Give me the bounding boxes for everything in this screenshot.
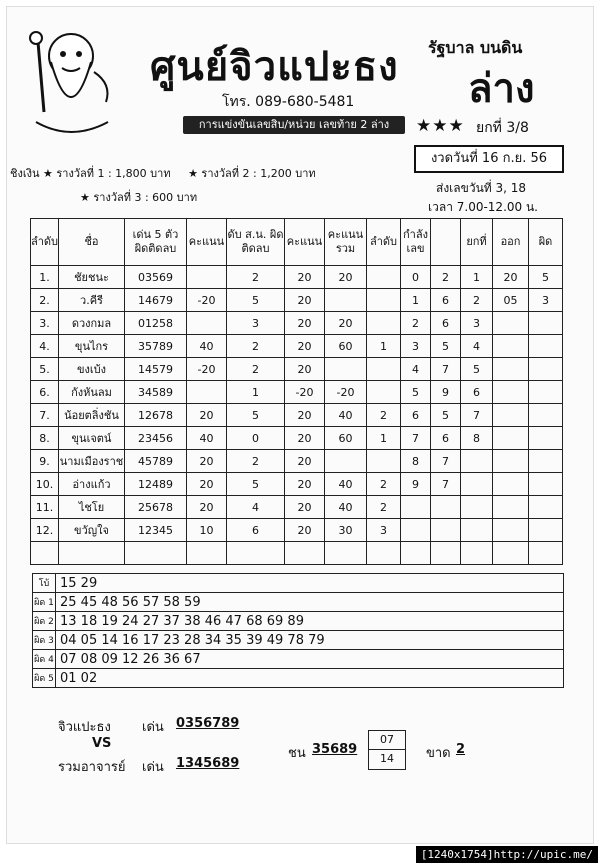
table-cell: 20	[493, 266, 529, 289]
table-row	[31, 381, 563, 404]
table-cell	[493, 473, 529, 496]
table-cell	[401, 496, 431, 519]
table-cell	[367, 542, 401, 565]
table-cell: -20	[325, 381, 367, 404]
table-cell: 12345	[125, 519, 187, 542]
submission-time: เวลา 7.00-12.00 น.	[428, 200, 538, 214]
table-cell: 3	[461, 312, 493, 335]
pairs-row	[33, 593, 564, 612]
lower-label: ล่าง	[468, 66, 535, 112]
table-cell: 3.	[31, 312, 59, 335]
table-cell	[461, 473, 493, 496]
table-cell	[461, 542, 493, 565]
table-cell: 6	[227, 519, 285, 542]
table-cell	[367, 381, 401, 404]
table-cell: 3	[401, 335, 431, 358]
win-value: 35689	[312, 742, 358, 757]
prize-3: ★ รางวัลที่ 3 : 600 บาท	[80, 191, 198, 204]
column-header: ชื่อ	[59, 219, 125, 266]
table-cell: 45789	[125, 450, 187, 473]
table-cell: 20	[285, 266, 325, 289]
table-cell: 3	[529, 289, 563, 312]
pairs-values: 25 45 48 56 57 58 59	[56, 593, 564, 612]
table-cell	[529, 519, 563, 542]
table-cell	[401, 542, 431, 565]
table-cell: 6	[431, 312, 461, 335]
table-cell: 20	[285, 427, 325, 450]
table-cell: 01258	[125, 312, 187, 335]
score-fraction	[368, 730, 406, 770]
pairs-values: 01 02	[56, 669, 564, 688]
table-cell: 20	[285, 473, 325, 496]
table-row	[31, 358, 563, 381]
table-cell: 12678	[125, 404, 187, 427]
table-cell	[367, 450, 401, 473]
table-cell: 7	[431, 473, 461, 496]
summary-name-2: รวมอาจารย์	[58, 760, 126, 775]
draw-period: งวดวันที่ 16 ก.ย. 56	[414, 145, 564, 173]
table-cell	[529, 542, 563, 565]
old-man-mascot-logo	[16, 22, 126, 140]
star-rating: ★★★	[416, 116, 465, 136]
table-cell	[187, 312, 227, 335]
table-cell: 5.	[31, 358, 59, 381]
table-cell: 05	[493, 289, 529, 312]
table-cell: 2	[227, 450, 285, 473]
table-cell	[325, 542, 367, 565]
pairs-label: โบ้	[33, 574, 56, 593]
table-row	[31, 496, 563, 519]
table-cell: 40	[187, 335, 227, 358]
table-cell: 2	[401, 312, 431, 335]
table-cell	[529, 404, 563, 427]
pairs-values: 15 29	[56, 574, 564, 593]
table-cell: 20	[285, 335, 325, 358]
column-header: คะแนน	[187, 219, 227, 266]
table-cell	[529, 381, 563, 404]
table-cell	[367, 266, 401, 289]
table-cell: 25678	[125, 496, 187, 519]
table-cell: 10.	[31, 473, 59, 496]
pairs-row	[33, 574, 564, 593]
table-cell: 2	[227, 358, 285, 381]
table-cell: นามเมืองราช	[59, 450, 125, 473]
prize-1: ★ รางวัลที่ 1 : 1,800 บาท	[43, 167, 171, 180]
column-header: ลำดับ	[367, 219, 401, 266]
table-cell: 23456	[125, 427, 187, 450]
table-cell	[367, 312, 401, 335]
table-row	[31, 519, 563, 542]
table-cell	[431, 496, 461, 519]
table-row	[31, 473, 563, 496]
score-table	[30, 218, 563, 565]
table-cell: 20	[285, 289, 325, 312]
column-header: กำลังเลข	[401, 219, 431, 266]
table-cell: 4	[461, 335, 493, 358]
table-cell: 4.	[31, 335, 59, 358]
fraction-top: 07	[369, 731, 405, 750]
table-cell	[493, 450, 529, 473]
table-cell: 6	[401, 404, 431, 427]
table-cell: 20	[285, 404, 325, 427]
table-cell: -20	[187, 289, 227, 312]
table-header-row	[31, 219, 563, 266]
table-cell: 2	[227, 335, 285, 358]
table-cell: กังหันลม	[59, 381, 125, 404]
table-cell: 8.	[31, 427, 59, 450]
table-cell	[367, 289, 401, 312]
table-cell: 14579	[125, 358, 187, 381]
table-cell: 40	[187, 427, 227, 450]
table-row	[31, 404, 563, 427]
table-row	[31, 450, 563, 473]
table-cell: 6	[461, 381, 493, 404]
table-cell: 20	[325, 266, 367, 289]
pairs-row	[33, 669, 564, 688]
table-cell: 40	[325, 496, 367, 519]
table-cell: 2	[461, 289, 493, 312]
fraction-bottom: 14	[380, 752, 394, 765]
table-cell	[59, 542, 125, 565]
table-cell: 20	[285, 358, 325, 381]
lose-value: 2	[456, 742, 466, 757]
lose-label: ขาด	[426, 746, 451, 761]
table-cell: -20	[285, 381, 325, 404]
table-cell	[187, 266, 227, 289]
table-cell	[493, 427, 529, 450]
table-cell: 4	[401, 358, 431, 381]
table-cell	[529, 496, 563, 519]
table-cell	[493, 335, 529, 358]
table-cell: 40	[325, 473, 367, 496]
summary-name-1: จิวแปะธง	[58, 720, 111, 735]
table-cell	[431, 542, 461, 565]
column-header: ผิด	[529, 219, 563, 266]
table-cell: 20	[187, 496, 227, 519]
table-cell: 2	[367, 404, 401, 427]
pairs-label: ผิด 1	[33, 593, 56, 612]
competition-banner: การแข่งขันเลขสิบ/หน่วย เลขท้าย 2 ล่าง	[183, 116, 405, 134]
column-header: ยกที่	[461, 219, 493, 266]
table-cell: 1	[461, 266, 493, 289]
vs-label: VS	[92, 736, 112, 751]
table-row	[31, 289, 563, 312]
table-cell: 5	[227, 473, 285, 496]
table-cell: 10	[187, 519, 227, 542]
table-cell: 20	[325, 312, 367, 335]
table-cell: 2	[367, 473, 401, 496]
table-row	[31, 335, 563, 358]
win-label: ชน	[288, 746, 306, 761]
table-cell: 6	[431, 289, 461, 312]
table-cell: 6	[431, 427, 461, 450]
pairs-label: ผิด 3	[33, 631, 56, 650]
table-cell: 20	[187, 404, 227, 427]
table-cell: 1.	[31, 266, 59, 289]
table-cell	[529, 427, 563, 450]
table-cell: ว.คีรี	[59, 289, 125, 312]
table-cell: 1	[401, 289, 431, 312]
pairs-row	[33, 631, 564, 650]
table-cell: 2	[227, 266, 285, 289]
table-cell: 7	[461, 404, 493, 427]
column-header	[431, 219, 461, 266]
table-cell: 35789	[125, 335, 187, 358]
table-cell	[401, 519, 431, 542]
table-cell: 1	[367, 427, 401, 450]
round-number: ยกที่ 3/8	[476, 120, 529, 136]
table-cell	[529, 473, 563, 496]
table-row	[31, 266, 563, 289]
pairs-label: ผิด 2	[33, 612, 56, 631]
table-cell: 11.	[31, 496, 59, 519]
table-cell: ชัยชนะ	[59, 266, 125, 289]
summary-lead-label-2: เด่น	[142, 760, 164, 775]
table-cell: 1	[367, 335, 401, 358]
table-cell: 9.	[31, 450, 59, 473]
summary-lead-label-1: เด่น	[142, 720, 164, 735]
table-cell: 5	[227, 404, 285, 427]
submission-dates: ส่งเลขวันที่ 3, 18	[436, 181, 527, 195]
table-cell: ขุนไกร	[59, 335, 125, 358]
table-cell: 2	[367, 496, 401, 519]
table-cell	[529, 450, 563, 473]
table-cell	[187, 542, 227, 565]
table-cell: 5	[461, 358, 493, 381]
table-cell: 9	[431, 381, 461, 404]
table-cell: 14679	[125, 289, 187, 312]
table-cell: 0	[227, 427, 285, 450]
table-cell	[431, 519, 461, 542]
table-cell	[367, 358, 401, 381]
table-cell: 6.	[31, 381, 59, 404]
table-cell: 20	[285, 496, 325, 519]
table-cell: 0	[401, 266, 431, 289]
table-cell: 1	[227, 381, 285, 404]
phone-number: โทร. 089-680-5481	[222, 94, 355, 110]
table-cell	[493, 542, 529, 565]
table-cell: ไชโย	[59, 496, 125, 519]
table-cell	[493, 312, 529, 335]
table-cell	[187, 381, 227, 404]
table-cell: 7	[401, 427, 431, 450]
table-cell: 3	[227, 312, 285, 335]
table-cell	[125, 542, 187, 565]
table-cell	[227, 542, 285, 565]
prize-2: ★ รางวัลที่ 2 : 1,200 บาท	[188, 167, 316, 180]
table-cell	[325, 289, 367, 312]
table-cell: 20	[285, 519, 325, 542]
pairs-row	[33, 612, 564, 631]
table-cell: 20	[187, 473, 227, 496]
table-cell	[529, 358, 563, 381]
table-cell	[493, 496, 529, 519]
prize-list	[10, 162, 316, 210]
table-cell: 7	[431, 450, 461, 473]
table-cell	[285, 542, 325, 565]
pairs-values: 07 08 09 12 26 36 67	[56, 650, 564, 669]
table-cell	[493, 381, 529, 404]
summary-lead-2: 1345689	[176, 756, 240, 771]
table-row	[31, 312, 563, 335]
table-cell: น้อยตลิ่งชัน	[59, 404, 125, 427]
table-cell: 60	[325, 335, 367, 358]
table-cell: 40	[325, 404, 367, 427]
government-label: รัฐบาล บนดิน	[428, 38, 523, 57]
table-cell	[325, 450, 367, 473]
table-cell: 60	[325, 427, 367, 450]
column-header: คะแนน	[285, 219, 325, 266]
table-cell: 12489	[125, 473, 187, 496]
column-header: ลำดับ	[31, 219, 59, 266]
table-cell: 5	[401, 381, 431, 404]
table-cell: 5	[431, 335, 461, 358]
table-cell	[461, 450, 493, 473]
table-cell: 5	[431, 404, 461, 427]
table-cell: 34589	[125, 381, 187, 404]
cash-label: ชิงเงิน	[10, 167, 40, 180]
watermark: [1240x1754]http://upic.me/	[416, 846, 598, 863]
table-cell: ขุนเจตน์	[59, 427, 125, 450]
pairs-table	[32, 573, 564, 688]
table-cell: 3	[367, 519, 401, 542]
table-cell: 9	[401, 473, 431, 496]
pairs-label: ผิด 4	[33, 650, 56, 669]
table-cell: 20	[187, 450, 227, 473]
table-cell	[493, 358, 529, 381]
table-cell	[325, 358, 367, 381]
pairs-label: ผิด 5	[33, 669, 56, 688]
table-cell	[461, 496, 493, 519]
table-cell: 20	[285, 450, 325, 473]
table-cell: 8	[461, 427, 493, 450]
table-cell: ขงเบ้ง	[59, 358, 125, 381]
table-cell: ดวงกมล	[59, 312, 125, 335]
table-cell: 7.	[31, 404, 59, 427]
pairs-values: 04 05 14 16 17 23 28 34 35 39 49 78 79	[56, 631, 564, 650]
pairs-row	[33, 650, 564, 669]
brand-title: ศูนย์จิวแปะธง	[150, 44, 399, 90]
table-cell: 5	[227, 289, 285, 312]
table-cell	[529, 335, 563, 358]
table-cell	[493, 404, 529, 427]
table-cell: 8	[401, 450, 431, 473]
table-cell: 12.	[31, 519, 59, 542]
pairs-values: 13 18 19 24 27 37 38 46 47 68 69 89	[56, 612, 564, 631]
table-cell: ขวัญใจ	[59, 519, 125, 542]
column-header: ดับ ส.น. ผิดติดลบ	[227, 219, 285, 266]
table-cell: 2	[431, 266, 461, 289]
table-cell	[529, 312, 563, 335]
table-row	[31, 542, 563, 565]
table-row	[31, 427, 563, 450]
table-cell	[31, 542, 59, 565]
table-cell: 2.	[31, 289, 59, 312]
table-cell	[493, 519, 529, 542]
table-cell: 30	[325, 519, 367, 542]
column-header: ออก	[493, 219, 529, 266]
table-cell: 5	[529, 266, 563, 289]
column-header: คะแนน รวม	[325, 219, 367, 266]
table-cell: อ่างแก้ว	[59, 473, 125, 496]
table-cell: 20	[285, 312, 325, 335]
column-header: เด่น 5 ตัว ผิดติดลบ	[125, 219, 187, 266]
table-cell: 4	[227, 496, 285, 519]
table-cell	[461, 519, 493, 542]
table-cell: -20	[187, 358, 227, 381]
table-cell: 7	[431, 358, 461, 381]
table-cell: 03569	[125, 266, 187, 289]
summary-lead-1: 0356789	[176, 716, 240, 731]
